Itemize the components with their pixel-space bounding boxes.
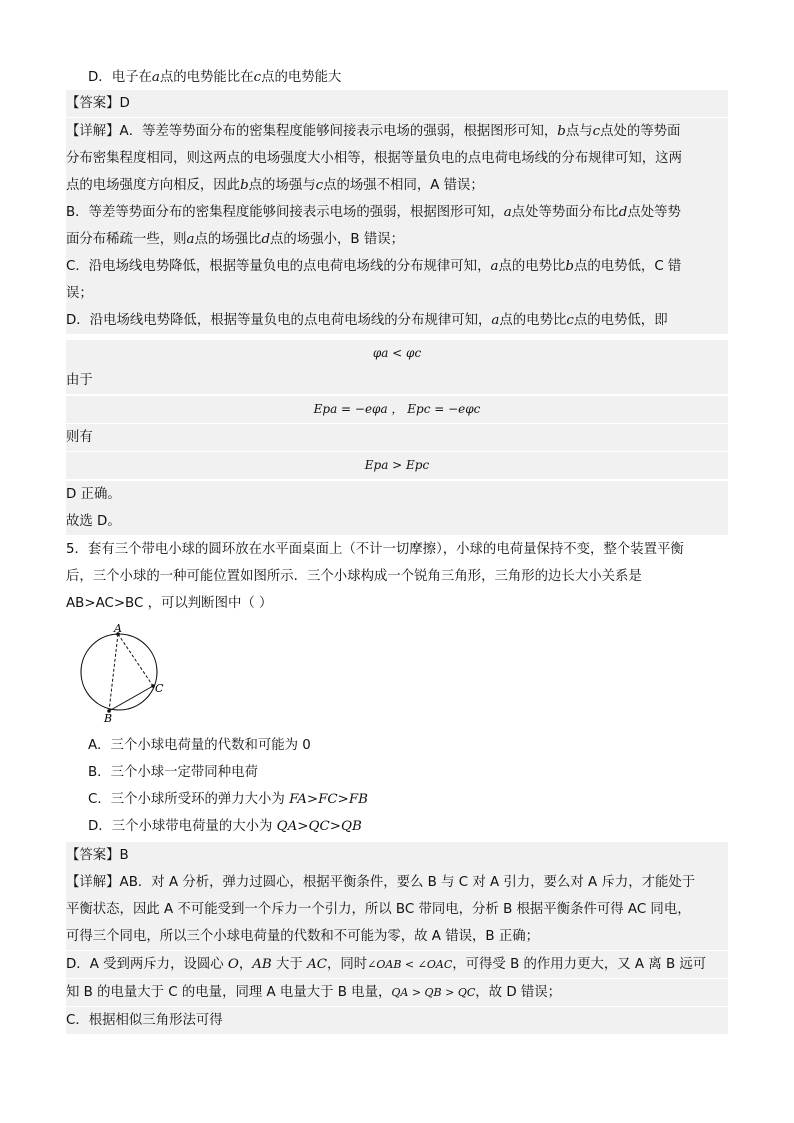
var: b bbox=[565, 259, 574, 274]
text: ， bbox=[238, 957, 253, 972]
q5-option-c bbox=[88, 787, 368, 813]
text: ，故 D 错误； bbox=[475, 985, 562, 1000]
text: 点的电势低，即 bbox=[573, 313, 668, 328]
text: D．沿电场线电势降低，根据等量负电的点电荷电场线的分布规律可知， bbox=[66, 313, 492, 328]
text: B．等差等势面分布的密集程度能够间接表示电场的强弱，根据图形可知， bbox=[66, 205, 504, 220]
side-ab bbox=[109, 634, 118, 711]
var: AB bbox=[252, 957, 272, 972]
equation-potential: φa < φc bbox=[66, 340, 728, 367]
q5-stem: 5．套有三个带电小球的圆环放在水平面桌面上（不计一切摩擦），小球的电荷量保持不变，整个装置平衡 bbox=[66, 542, 684, 557]
text: 点的电势低，C 错 bbox=[573, 259, 682, 274]
q4-explanation-line: 分布密集程度相同，则这两点的电场强度大小相等，根据等量负电的点电荷电场线的分布规律可知，这两 bbox=[66, 145, 728, 172]
var: b bbox=[240, 178, 249, 193]
var: a bbox=[186, 232, 195, 247]
text: 大于 bbox=[271, 957, 308, 972]
text: 面分布稀疏一些，则 bbox=[66, 232, 187, 247]
q4-explanation-line bbox=[66, 307, 728, 334]
text: 点的电场强度方向相反，因此 bbox=[66, 178, 241, 193]
var: c bbox=[315, 178, 324, 193]
text: 知 B 的电量大于 C 的电量，同理 A 电量大于 B 电量， bbox=[66, 985, 392, 1000]
label-b: B bbox=[104, 712, 113, 725]
q4-explanation-line: 故选 D。 bbox=[66, 508, 728, 535]
q5-answer: 【答案】B bbox=[66, 842, 728, 869]
text: 点的电势比 bbox=[499, 313, 567, 328]
text: 点与 bbox=[565, 124, 593, 139]
var: AC bbox=[307, 957, 327, 972]
q4-explanation-line bbox=[66, 226, 728, 253]
var: a bbox=[490, 259, 499, 274]
q4-explanation-line: D 正确。 bbox=[66, 481, 728, 508]
text: 点的场强小，B 错误； bbox=[270, 232, 404, 247]
expr: FA>FC>FB bbox=[289, 792, 368, 807]
q5-stem: 后，三个小球的一种可能位置如图所示．三个小球构成一个锐角三角形，三角形的边长大小关系是 bbox=[66, 569, 642, 584]
q4-answer: 【答案】D bbox=[66, 90, 728, 117]
var: a bbox=[491, 313, 500, 328]
q4-explanation-line bbox=[66, 172, 728, 199]
q5-explanation-line: 可得三个同电，所以三个小球电荷量的代数和不可能为零，故 A 错误，B 正确； bbox=[66, 923, 728, 950]
text: C．三个小球所受环的弹力大小为 bbox=[88, 792, 290, 807]
q5-explanation-line: 平衡状态，因此 A 不可能受到一个斥力一个引力，所以 BC 带同电，分析 B 根据平衡条件可得 AC 同电， bbox=[66, 896, 728, 923]
label-a: A bbox=[114, 622, 122, 635]
q5-option-b: B．三个小球一定带同种电荷 bbox=[88, 765, 258, 780]
text: 点的场强不相同，A 错误； bbox=[323, 178, 484, 193]
q4-option-d-text: 点的电势能大 bbox=[261, 70, 342, 85]
text: 点的场强比 bbox=[194, 232, 262, 247]
text: D．A 受到两斥力，设圆心 bbox=[66, 957, 228, 972]
q4-option-d-text: D．电子在 bbox=[88, 70, 152, 85]
q5-explanation-line bbox=[66, 979, 728, 1006]
q4-explanation-line bbox=[66, 199, 728, 226]
ring-circle bbox=[81, 634, 157, 710]
text: 【详解】A．等差等势面分布的密集程度能够间接表示电场的强弱，根据图形可知， bbox=[66, 124, 558, 139]
var: c bbox=[566, 313, 574, 328]
text: C．沿电场线电势降低，根据等量负电的点电荷电场线的分布规律可知， bbox=[66, 259, 491, 274]
q4-option-d-text: 点的电势能比在 bbox=[159, 70, 254, 85]
q5-option-a: A．三个小球电荷量的代数和可能为 0 bbox=[88, 738, 311, 753]
var: O bbox=[227, 957, 239, 972]
label-c: C bbox=[155, 682, 164, 695]
charge-expr: QA > QB > QC bbox=[391, 986, 476, 999]
text: ，可得受 B 的作用力更大，又 A 离 B 远可 bbox=[452, 957, 707, 972]
equation-energy: Epa = −eφa ， Epc = −eφc bbox=[66, 396, 728, 423]
var-c: c bbox=[253, 70, 262, 85]
q4-explanation-line: 则有 bbox=[66, 424, 728, 451]
text: 点的电势比 bbox=[498, 259, 566, 274]
q4-explanation-line bbox=[66, 118, 728, 145]
text: 点处等势面分布比 bbox=[511, 205, 619, 220]
q5-explanation-line bbox=[66, 951, 728, 978]
q4-explanation-line: 误； bbox=[66, 280, 728, 307]
equation-compare: Epa > Epc bbox=[66, 452, 728, 479]
text: 点的场强与 bbox=[248, 178, 316, 193]
var: b bbox=[557, 124, 566, 139]
angle-expr: ∠OAB < ∠OAC bbox=[367, 958, 453, 971]
q5-explanation-line: 【详解】AB．对 A 分析，弹力过圆心，根据平衡条件，要么 B 与 C 对 A 引力，要么对 A 斥力，才能处于 bbox=[66, 869, 728, 896]
q5-option-d bbox=[88, 814, 362, 840]
var-a: a bbox=[151, 70, 160, 85]
q4-option-d bbox=[66, 64, 728, 91]
var: a bbox=[503, 205, 512, 220]
text: D．三个小球带电荷量的大小为 bbox=[88, 819, 277, 834]
text: 点处等势 bbox=[627, 205, 681, 220]
expr: QA>QC>QB bbox=[276, 819, 362, 834]
var: c bbox=[592, 124, 601, 139]
ring-figure bbox=[76, 622, 176, 726]
var: d bbox=[618, 205, 628, 220]
q4-explanation-line bbox=[66, 253, 728, 280]
text: 点处的等势面 bbox=[600, 124, 681, 139]
var: d bbox=[261, 232, 271, 247]
text: ，同时 bbox=[327, 957, 368, 972]
side-ac bbox=[118, 634, 153, 686]
q5-explanation-line: C．根据相似三角形法可得 bbox=[66, 1007, 728, 1034]
q4-explanation-line: 由于 bbox=[66, 367, 728, 394]
q5-stem: AB>AC>BC ，可以判断图中（ ） bbox=[66, 596, 273, 611]
